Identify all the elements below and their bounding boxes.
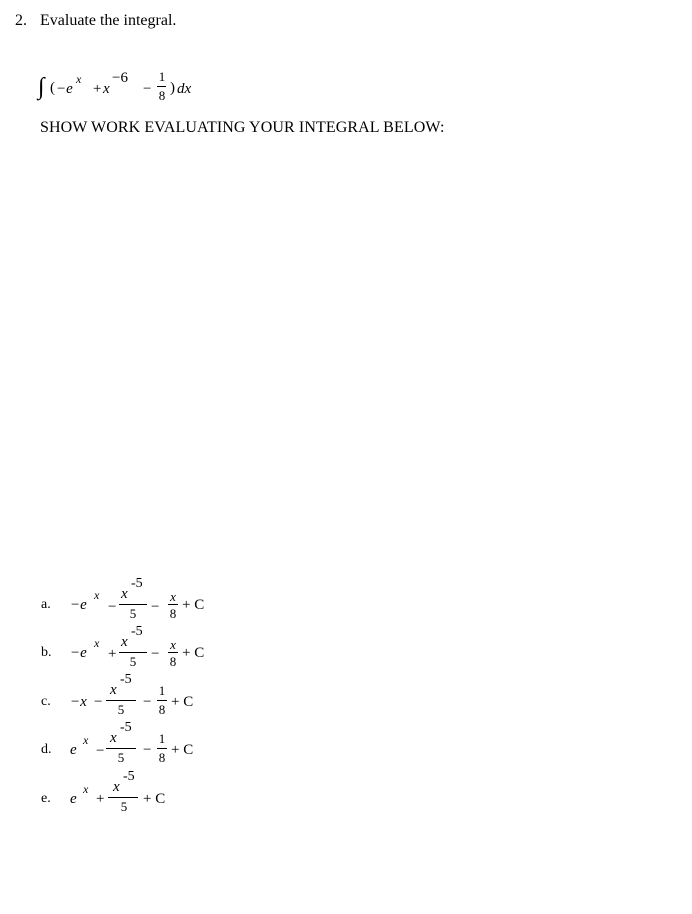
choice-frac2-den: 8 xyxy=(158,750,166,765)
work-instruction: SHOW WORK EVALUATING YOUR INTEGRAL BELOW: xyxy=(40,119,445,136)
choice-frac2-bar xyxy=(168,604,178,605)
choice-frac1-num: x xyxy=(110,730,117,746)
integral-sign: ∫ xyxy=(38,74,45,100)
integral-open-paren: ( xyxy=(50,80,55,96)
choice-frac2-bar xyxy=(157,700,167,701)
choice-op1: − xyxy=(96,743,105,759)
choice-letter: b. xyxy=(41,645,52,660)
choice-frac2-den: 8 xyxy=(169,654,177,669)
integral-dx: dx xyxy=(177,81,192,97)
choice-const: + C xyxy=(182,597,205,613)
choice-op2: − xyxy=(143,742,152,758)
choice-base: e xyxy=(70,742,77,758)
choice-frac2-bar xyxy=(168,652,178,653)
choice-frac1-bar xyxy=(106,700,136,701)
choice-op2: − xyxy=(151,599,160,615)
choice-exp: x xyxy=(83,733,89,747)
choice-frac2-num: 1 xyxy=(158,683,166,698)
question-number: 2. xyxy=(15,12,27,29)
choice-base: −e xyxy=(70,597,87,613)
integral-frac-num: 1 xyxy=(158,69,166,84)
choice-frac2-bar xyxy=(157,748,167,749)
integral-frac-den: 8 xyxy=(158,88,166,103)
choice-frac1-bar xyxy=(108,797,138,798)
choice-frac1-num: x xyxy=(121,586,128,602)
integral-plus: + xyxy=(93,81,102,97)
choice-frac2-num: x xyxy=(170,637,176,652)
choice-frac1-num: x xyxy=(113,779,120,795)
integral-term1-exp: x xyxy=(76,72,82,86)
integral-close-paren: ) xyxy=(170,80,175,96)
choice-letter: a. xyxy=(41,597,51,612)
choice-letter: d. xyxy=(41,742,52,757)
choice-frac1-bar xyxy=(106,748,136,749)
choice-op2: − xyxy=(151,646,160,662)
choice-frac1-bar xyxy=(119,652,147,653)
choice-frac2-num: 1 xyxy=(158,731,166,746)
choice-base: e xyxy=(70,791,77,807)
choice-frac1-bar xyxy=(119,604,147,605)
integral-term2-exp: −6 xyxy=(112,70,128,86)
choice-frac1-den: 5 xyxy=(129,654,137,669)
integral-minus: − xyxy=(143,81,152,97)
choice-const: + C xyxy=(182,645,205,661)
choice-const: + C xyxy=(171,742,194,758)
choice-frac1-num-exp: -5 xyxy=(123,769,135,784)
choice-frac1-num: x xyxy=(110,682,117,698)
integral-term1: −e xyxy=(56,81,73,97)
choice-base: −x xyxy=(70,694,87,710)
choice-letter: c. xyxy=(41,694,51,709)
choice-letter: e. xyxy=(41,791,51,806)
choice-exp: x xyxy=(94,588,100,602)
choice-frac2-num: x xyxy=(170,589,176,604)
choice-exp: x xyxy=(94,636,100,650)
choice-frac1-num-exp: -5 xyxy=(120,672,132,687)
choice-op1: − xyxy=(108,599,117,615)
choice-frac1-num-exp: -5 xyxy=(131,576,143,591)
choice-frac1-num: x xyxy=(121,634,128,650)
choice-frac1-den: 5 xyxy=(129,606,137,621)
choice-op1: − xyxy=(94,694,103,710)
choice-exp: x xyxy=(83,782,89,796)
choice-frac2-den: 8 xyxy=(158,702,166,717)
integral-term2: x xyxy=(103,81,110,97)
choice-base: −e xyxy=(70,645,87,661)
choice-frac1-num-exp: -5 xyxy=(120,720,132,735)
choice-frac1-den: 5 xyxy=(117,750,125,765)
choice-frac1-num-exp: -5 xyxy=(131,624,143,639)
choice-const: + C xyxy=(171,694,194,710)
choice-frac1-den: 5 xyxy=(117,702,125,717)
choice-op1: + xyxy=(96,791,105,807)
choice-frac1-den: 5 xyxy=(120,799,128,814)
integral-frac-bar xyxy=(157,86,166,87)
choice-const: + C xyxy=(143,791,166,807)
choice-op1: + xyxy=(108,646,117,662)
question-prompt: Evaluate the integral. xyxy=(40,12,177,29)
choice-frac2-den: 8 xyxy=(169,606,177,621)
choice-op2: − xyxy=(143,694,152,710)
